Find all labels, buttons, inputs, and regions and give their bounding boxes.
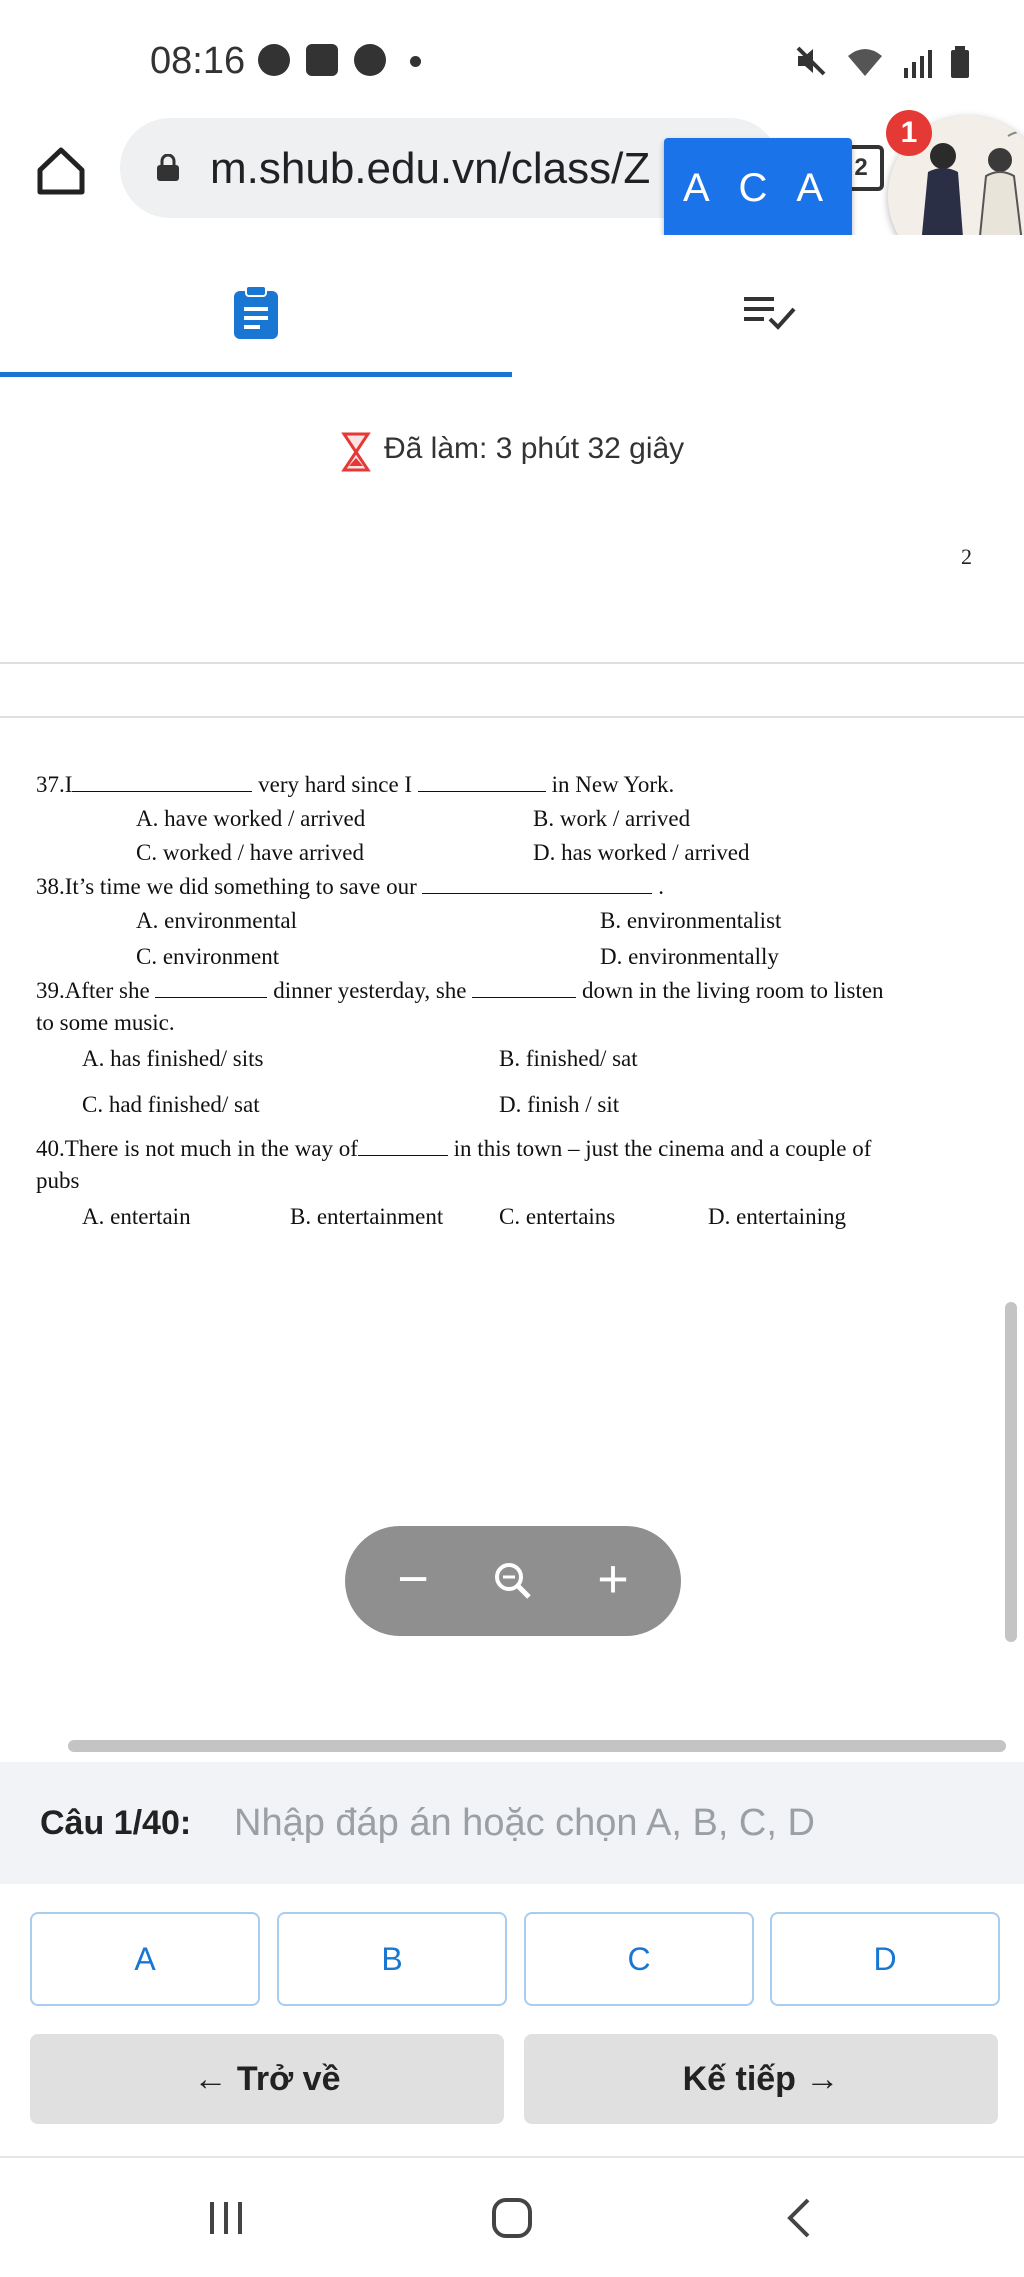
tab-switcher-button[interactable]: 2 [838, 145, 884, 191]
choice-a-button[interactable]: A [30, 1912, 260, 2006]
q37-option-b: B. work / arrived [533, 806, 691, 831]
zoom-reset-button[interactable] [463, 1526, 563, 1636]
q38-option-d: D. environmentally [600, 944, 779, 969]
wifi-icon [846, 46, 884, 78]
choice-c-button[interactable]: C [524, 1912, 754, 2006]
answer-input[interactable] [232, 1792, 996, 1854]
q38-option-c: C. environment [136, 944, 280, 969]
choice-d-button[interactable]: D [770, 1912, 1000, 2006]
q40-option-a: A. entertain [82, 1204, 191, 1229]
active-tab-indicator [0, 372, 512, 377]
next-button[interactable]: Kế tiếp → [524, 2034, 998, 2124]
answer-row [0, 1762, 1024, 1884]
q38-option-b: B. environmentalist [600, 908, 782, 933]
question-39-line2: to some music. [36, 1010, 175, 1035]
checklist-icon [742, 293, 798, 333]
home-nav-icon[interactable] [490, 2196, 534, 2240]
zoom-out-button[interactable]: − [397, 1549, 429, 1609]
choice-buttons [0, 1912, 1024, 2004]
q37-option-a: A. have worked / arrived [136, 806, 366, 831]
status-bar [0, 0, 1024, 120]
back-nav-icon[interactable] [784, 2196, 814, 2240]
page-divider [0, 716, 1024, 718]
question-39: 39.After she dinner yesterday, she down in the living room to listen [36, 978, 884, 1003]
question-navigation [0, 2034, 1024, 2128]
elapsed-timer [0, 380, 1024, 522]
q39-option-d: D. finish / sit [499, 1092, 620, 1117]
page-number: 2 [961, 544, 972, 569]
vertical-scrollbar[interactable] [1005, 1302, 1017, 1642]
q39-option-c: C. had finished/ sat [82, 1092, 260, 1117]
more-notifications-icon [410, 56, 421, 67]
battery-icon [950, 46, 970, 78]
question-38: 38.It’s time we did something to save our . [36, 874, 664, 899]
question-37: 37.I very hard since I in New York. [36, 772, 675, 797]
q40-option-b: B. entertainment [290, 1204, 444, 1229]
home-icon[interactable] [32, 142, 90, 200]
q37-option-d: D. has worked / arrived [533, 840, 750, 865]
horizontal-scrollbar[interactable] [68, 1740, 1006, 1752]
recents-icon[interactable] [206, 2198, 246, 2238]
tab-bar [0, 235, 1024, 380]
question-40-line2: pubs [36, 1168, 80, 1193]
hourglass-icon [340, 432, 372, 472]
page-divider [0, 662, 1024, 664]
messenger-icon [258, 44, 290, 76]
gallery-icon [306, 44, 338, 76]
question-40: 40.There is not much in the way of in this town – just the cinema and a couple of [36, 1136, 872, 1161]
signal-icon [902, 48, 932, 78]
choice-b-button[interactable]: B [277, 1912, 507, 2006]
clipboard-icon [232, 285, 280, 341]
chrome-icon [354, 44, 386, 76]
q39-option-b: B. finished/ sat [499, 1046, 638, 1071]
zoom-in-button[interactable]: + [597, 1549, 629, 1609]
tab-answer-list[interactable] [512, 235, 1024, 375]
notification-badge: 1 [886, 110, 932, 156]
system-navigation-bar [0, 2156, 1024, 2277]
q40-option-d: D. entertaining [708, 1204, 846, 1229]
zoom-controls [345, 1526, 681, 1636]
q37-option-c: C. worked / have arrived [136, 840, 365, 865]
translate-chip[interactable]: A C A [664, 138, 852, 238]
lock-icon [156, 154, 180, 182]
q40-option-c: C. entertains [499, 1204, 616, 1229]
tab-exam-paper[interactable] [0, 235, 512, 375]
q38-option-a: A. environmental [136, 908, 297, 933]
elapsed-time-label: Đã làm: 3 phút 32 giây [384, 432, 685, 465]
back-button[interactable]: ← Trở về [30, 2034, 504, 2124]
magnifier-icon [491, 1559, 535, 1603]
mute-icon [794, 44, 828, 78]
url-text[interactable]: m.shub.edu.vn/class/Z [210, 144, 651, 193]
q39-option-a: A. has finished/ sits [82, 1046, 264, 1071]
question-counter: Câu 1/40: [40, 1804, 192, 1842]
status-time: 08:16 [150, 40, 246, 82]
